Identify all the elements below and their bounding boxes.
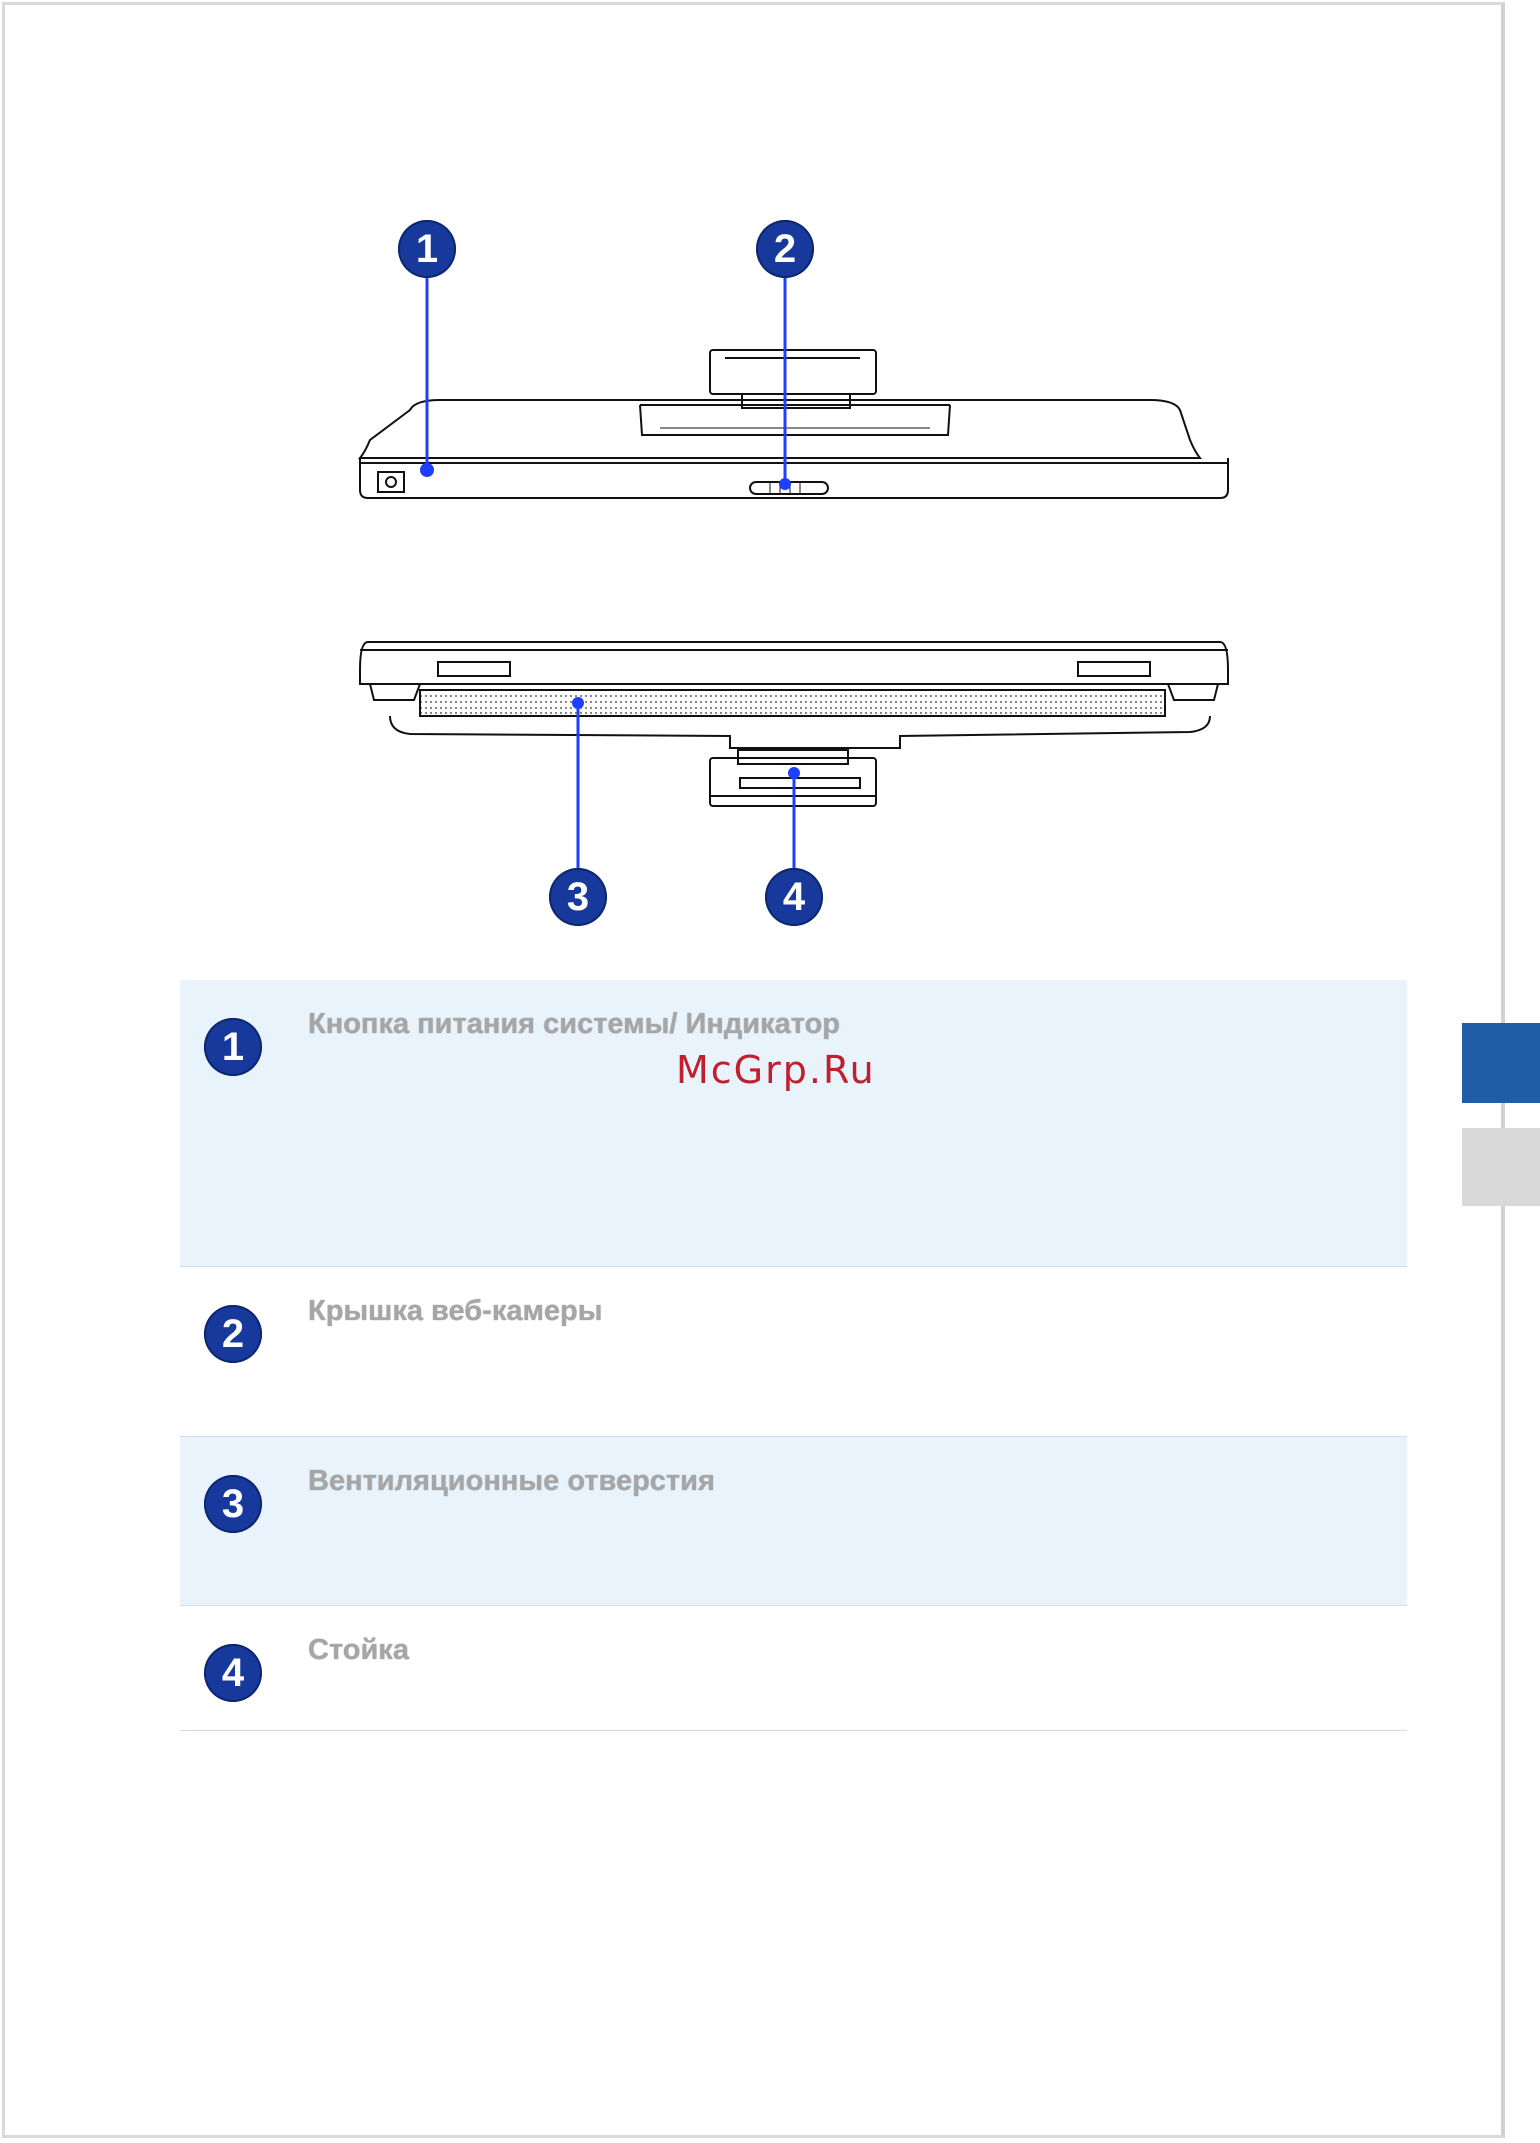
callout-4: 4 [765,868,823,926]
row-label: Стойка [308,1634,409,1666]
row-label: Вентиляционные отверстия [308,1465,715,1497]
row-number-badge: 1 [204,1018,262,1076]
table-row [180,1267,1407,1437]
table-row [180,1437,1407,1606]
row-label: Кнопка питания системы/ Индикатор [308,1008,840,1040]
callout-2: 2 [756,220,814,278]
table-row [180,1606,1407,1731]
chapter-tab-active[interactable] [1462,1023,1540,1103]
row-number-badge: 4 [204,1644,262,1702]
table-row [180,980,1407,1267]
component-table [180,980,1407,1731]
row-number-badge: 2 [204,1305,262,1363]
row-label: Крышка веб-камеры [308,1295,603,1327]
callout-1: 1 [398,220,456,278]
callout-3: 3 [549,868,607,926]
callout-leader-lines [330,200,1280,940]
row-number-badge: 3 [204,1475,262,1533]
watermark-text: McGrp.Ru [676,1048,876,1092]
product-diagram [330,200,1280,940]
chapter-tab[interactable] [1462,1128,1540,1206]
